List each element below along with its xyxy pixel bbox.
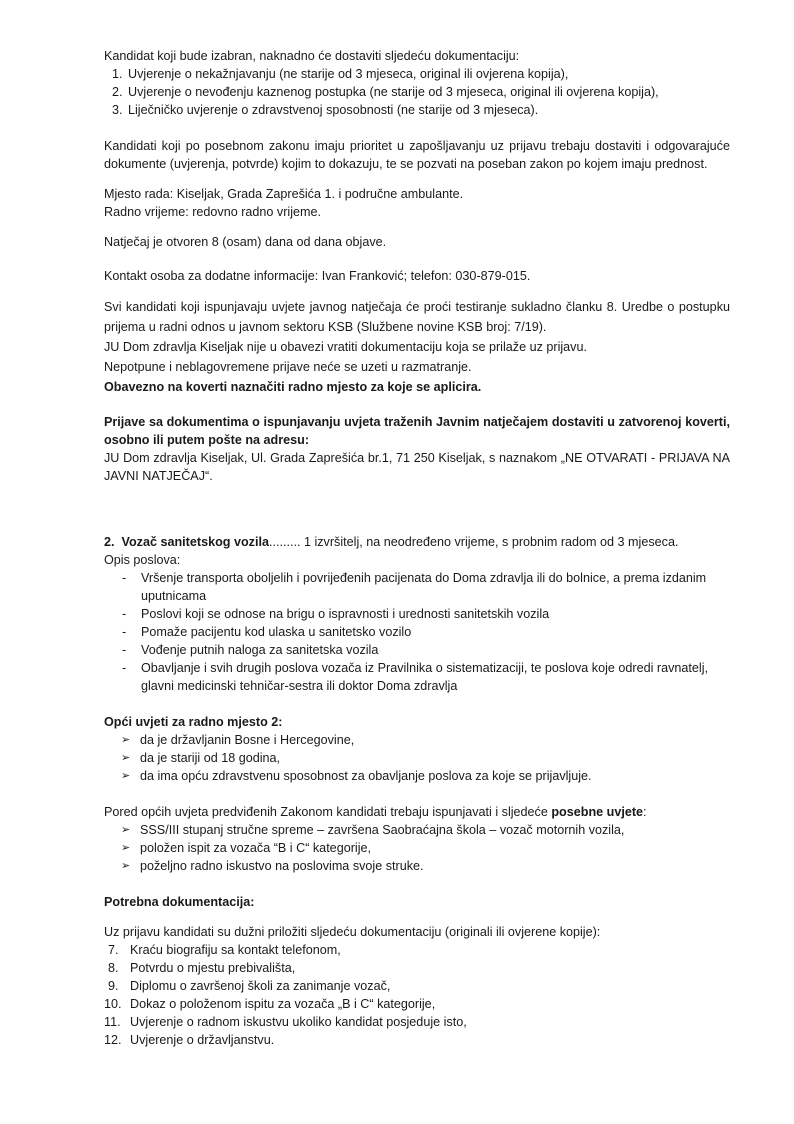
list-item: - Poslovi koji se odnose na brigu o ispravnosti i urednosti sanitetskih vozila (122, 607, 550, 621)
list-item: 11. Uvjerenje o radnom iskustvu ukoliko kandidat posjeduje isto, (104, 1015, 467, 1029)
dash-bullet-icon: - (122, 607, 127, 621)
arrow-bullet-icon: ➢ (121, 734, 131, 746)
list-item: 1. Uvjerenje o nekažnjavanju (ne starije od 3 mjeseca, original ili ovjerena kopija), (112, 67, 569, 81)
docs-title: Potrebna dokumentacija: (104, 895, 255, 909)
list-item: - Obavljanje i svih drugih poslova vozača iz Pravilnika o sistematizaciji, te poslova koje odredi ravnatelj, glavni medicinski tehničar-sestra ili doktor Doma zdravlja (122, 661, 708, 693)
envelope-note: Obavezno na koverti naznačiti radno mjesto za koje se aplicira. (104, 380, 482, 394)
docs-intro-2: Uz prijavu kandidati su dužni priložiti sljedeću dokumentaciju (originali ili ovjerene kopije): (104, 925, 601, 939)
list-item: ➢ da je državljanin Bosne i Hercegovine, (121, 733, 355, 747)
position-title: Vozač sanitetskog vozila (121, 535, 269, 549)
document-page (104, 47, 730, 1049)
position-heading: 2. Vozač sanitetskog vozila......... 1 izvršitelj, na neodređeno vrijeme, s probnim radom od 3 mjeseca. (104, 535, 679, 549)
work-place: Mjesto rada: Kiseljak, Grada Zaprešića 1. i područne ambulante. (104, 187, 464, 201)
submission-instructions: Prijave sa dokumentima o ispunjavanju uvjeta traženih Javnim natječajem dostaviti u zatvorenoj koverti, osobno ili putem pošte na adresu: (104, 415, 730, 447)
general-conditions-list (104, 731, 730, 785)
list-item: ➢ položen ispit za vozača “B i C“ kategorije, (121, 841, 371, 855)
list-item: ➢ poželjno radno iskustvo na poslovima svoje struke. (121, 859, 424, 873)
list-item: ➢ da ima opću zdravstvenu sposobnost za obavljanje poslova za koje se prijavljuje. (121, 769, 592, 783)
duties-list (104, 569, 730, 695)
required-docs-list (104, 65, 730, 119)
list-item: 12. Uvjerenje o državljanstvu. (104, 1033, 275, 1047)
no-return-note: JU Dom zdravlja Kiseljak nije u obavezi vratiti dokumentaciju koja se prilaže uz prijavu. (104, 340, 587, 354)
list-item: 3. Liječničko uvjerenje o zdravstvenoj sposobnosti (ne starije od 3 mjeseca). (112, 103, 539, 117)
dash-bullet-icon: - (122, 625, 127, 639)
special-conditions-intro: Pored općih uvjeta predviđenih Zakonom kandidati trebaju ispunjavati i sljedeće posebne uvjete: (104, 805, 647, 819)
arrow-bullet-icon: ➢ (121, 842, 131, 854)
docs-intro: Kandidat koji bude izabran, naknadno će dostaviti sljedeću dokumentaciju: (104, 49, 520, 63)
required-docs-list-2 (104, 941, 730, 1049)
dash-bullet-icon: - (122, 643, 127, 657)
testing-paragraph: Svi kandidati koji ispunjavaju uvjete javnog natječaja će proći testiranje sukladno članku 8. Uredbe o postupku prijema u radni odnos u javnom sektoru KSB (Službene novine KSB broj: 7/19). (104, 300, 730, 334)
list-item: - Vođenje putnih naloga za sanitetska vozila (122, 643, 379, 657)
list-item: 8. Potvrdu o mjestu prebivališta, (108, 961, 296, 975)
open-period: Natječaj je otvoren 8 (osam) dana od dana objave. (104, 235, 387, 249)
work-time: Radno vrijeme: redovno radno vrijeme. (104, 205, 321, 219)
list-item: ➢ da je stariji od 18 godina, (121, 751, 281, 765)
duties-label: Opis poslova: (104, 553, 181, 567)
arrow-bullet-icon: ➢ (121, 860, 131, 872)
general-conditions-title: Opći uvjeti za radno mjesto 2: (104, 715, 283, 729)
dash-bullet-icon: - (122, 661, 127, 675)
priority-paragraph: Kandidati koji po posebnom zakonu imaju prioritet u zapošljavanju uz prijavu trebaju dostaviti i odgovarajuće dokumente (uvjerenja, potvrde) kojim to dokazuju, te se pozvati na poseban zakon po kojem imaju prednost. (104, 139, 730, 171)
arrow-bullet-icon: ➢ (121, 752, 131, 764)
arrow-bullet-icon: ➢ (121, 770, 131, 782)
list-item: 7. Kraću biografiju sa kontakt telefonom, (108, 943, 341, 957)
list-item: - Pomaže pacijentu kod ulaska u sanitetsko vozilo (122, 625, 412, 639)
list-item: 9. Diplomu o završenoj školi za zanimanje vozač, (108, 979, 391, 993)
dash-bullet-icon: - (122, 571, 127, 585)
list-item: ➢ SSS/III stupanj stručne spreme – završena Saobraćajna škola – vozač motornih vozila, (121, 823, 625, 837)
list-item: 10. Dokaz o položenom ispitu za vozača „B i C“ kategorije, (104, 997, 436, 1011)
contact-info: Kontakt osoba za dodatne informacije: Ivan Franković; telefon: 030-879-015. (104, 269, 531, 283)
list-item: 2. Uvjerenje o nevođenju kaznenog postupka (ne starije od 3 mjeseca, original ili ovjerena kopija), (112, 85, 659, 99)
arrow-bullet-icon: ➢ (121, 824, 131, 836)
submission-address: JU Dom zdravlja Kiseljak, Ul. Grada Zaprešića br.1, 71 250 Kiseljak, s naznakom „NE OTVARATI - PRIJAVA NA JAVNI NATJEČAJ“. (104, 451, 730, 483)
incomplete-note: Nepotpune i neblagovremene prijave neće se uzeti u razmatranje. (104, 360, 472, 374)
list-item: - Vršenje transporta oboljelih i povrijeđenih pacijenata do Doma zdravlja ili do bolnice, a prema izdanim uputnicama (122, 571, 707, 603)
special-conditions-list (104, 821, 730, 875)
